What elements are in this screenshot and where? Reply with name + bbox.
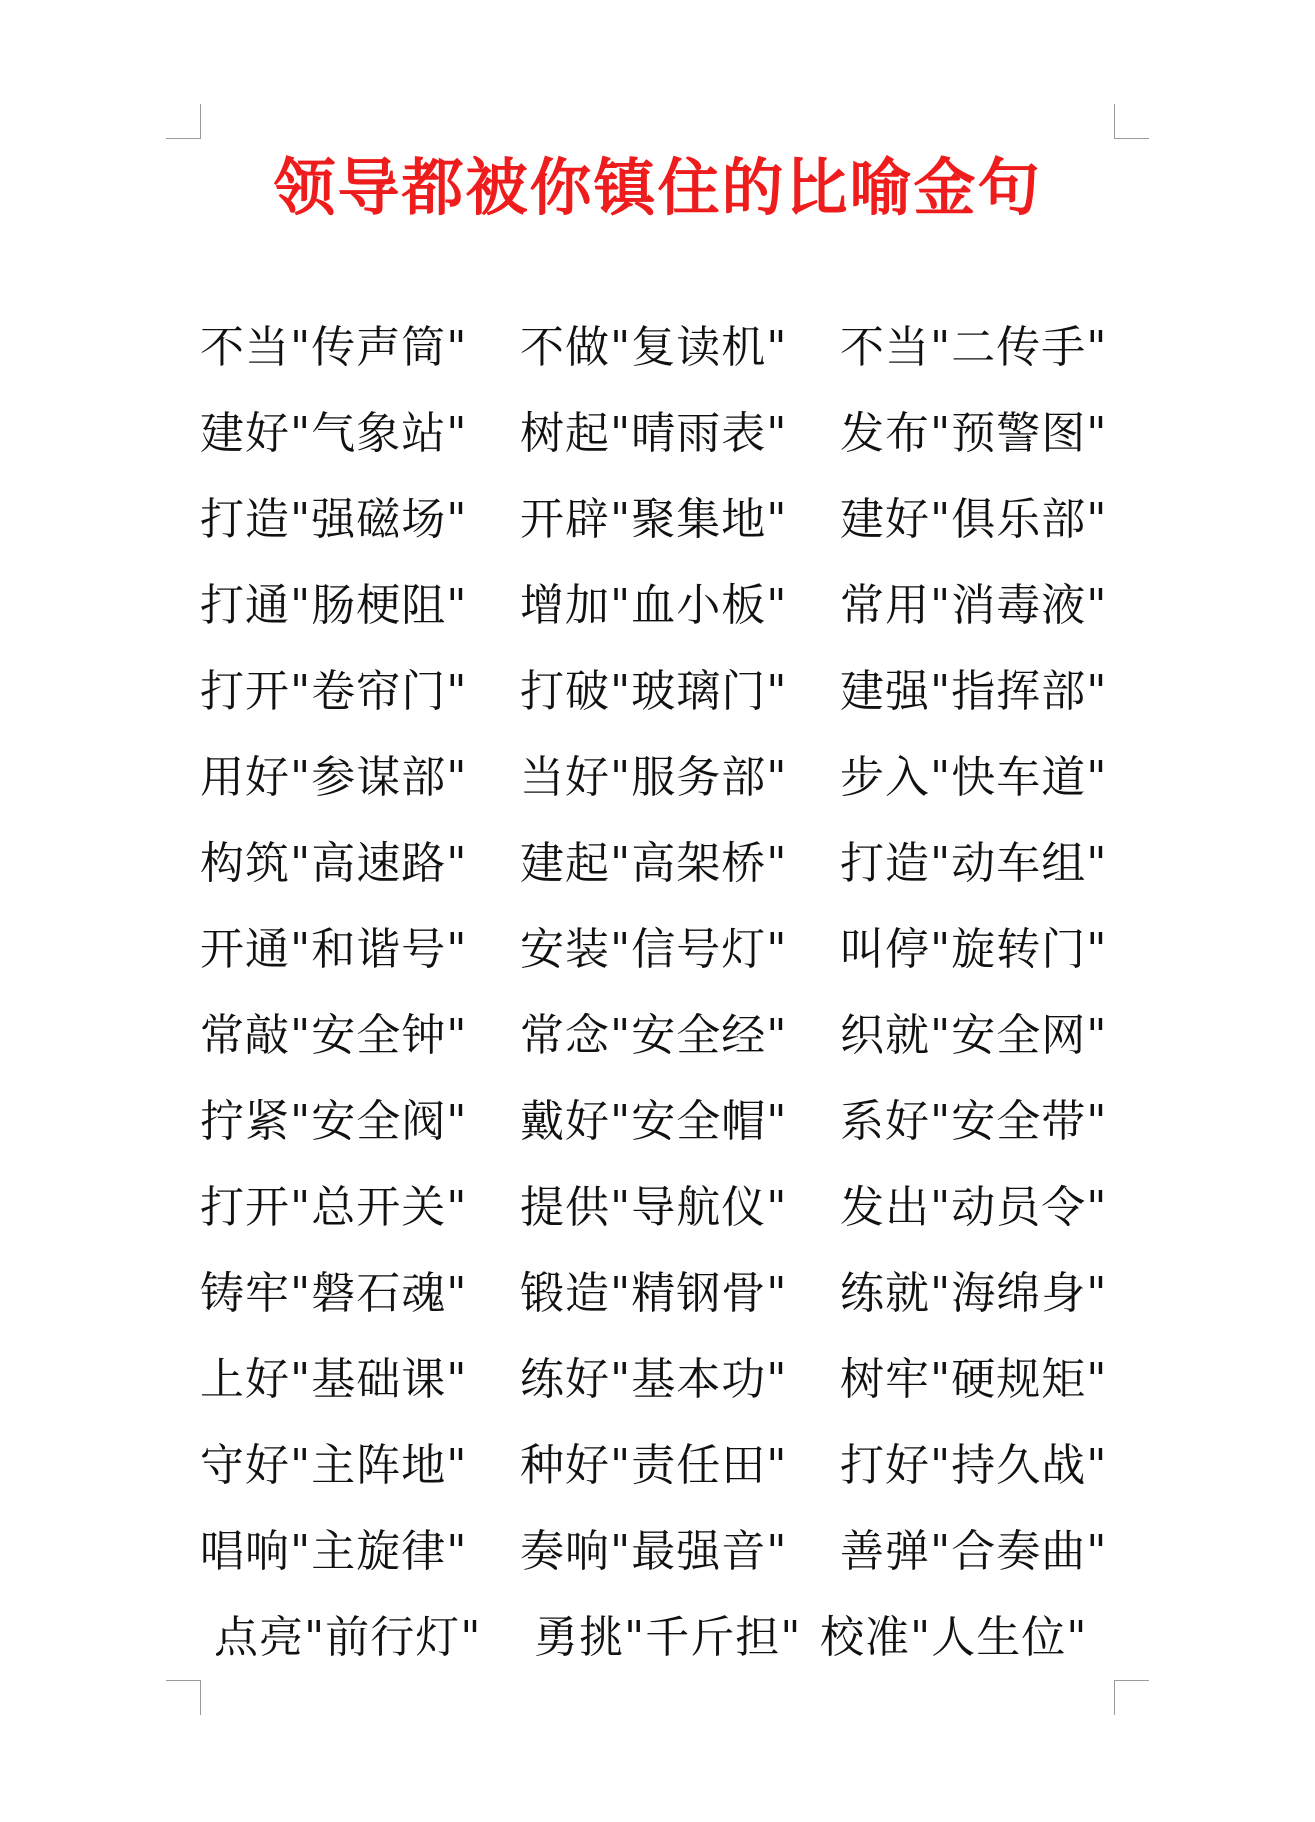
phrase: 用好"参谋部"	[200, 752, 468, 803]
phrase-row	[200, 1251, 1120, 1337]
phrase: 建好"气象站"	[200, 408, 468, 459]
phrase: 善弹"合奏曲"	[840, 1526, 1108, 1577]
phrase: 上好"基础课"	[200, 1354, 468, 1405]
phrase-row	[200, 305, 1120, 391]
phrase: 练好"基本功"	[520, 1354, 788, 1405]
phrase: 锻造"精钢骨"	[520, 1268, 788, 1319]
document-title: 领导都被你镇住的比喻金句	[273, 151, 1042, 224]
phrase-row	[200, 391, 1120, 477]
phrase-row	[200, 907, 1120, 993]
phrase-grid	[200, 305, 1120, 1681]
phrase: 唱响"主旋律"	[200, 1526, 468, 1577]
phrase: 点亮"前行灯"	[214, 1612, 482, 1663]
crop-mark-top-right	[1114, 104, 1149, 139]
crop-mark-bottom-right	[1114, 1680, 1149, 1715]
phrase: 树牢"硬规矩"	[840, 1354, 1108, 1405]
phrase-row	[200, 563, 1120, 649]
phrase: 构筑"高速路"	[200, 838, 468, 889]
phrase: 拧紧"安全阀"	[200, 1096, 468, 1147]
phrase: 建起"高架桥"	[520, 838, 788, 889]
phrase: 安装"信号灯"	[520, 924, 788, 975]
phrase: 不当"二传手"	[840, 322, 1108, 373]
phrase: 种好"责任田"	[520, 1440, 788, 1491]
phrase: 戴好"安全帽"	[520, 1096, 788, 1147]
phrase: 校准"人生位"	[820, 1612, 1088, 1663]
phrase: 打造"动车组"	[840, 838, 1108, 889]
phrase: 不做"复读机"	[520, 322, 788, 373]
phrase: 提供"导航仪"	[520, 1182, 788, 1233]
phrase-row	[200, 1595, 1120, 1681]
phrase: 发布"预警图"	[840, 408, 1108, 459]
phrase-row	[200, 1423, 1120, 1509]
phrase: 当好"服务部"	[520, 752, 788, 803]
phrase: 开辟"聚集地"	[520, 494, 788, 545]
phrase: 步入"快车道"	[840, 752, 1108, 803]
phrase: 叫停"旋转门"	[840, 924, 1108, 975]
phrase: 不当"传声筒"	[200, 322, 468, 373]
phrase: 增加"血小板"	[520, 580, 788, 631]
crop-mark-top-left	[166, 104, 201, 139]
phrase-row	[200, 821, 1120, 907]
phrase: 发出"动员令"	[840, 1182, 1108, 1233]
phrase: 勇挑"千斤担"	[534, 1612, 802, 1663]
phrase-row	[200, 735, 1120, 821]
phrase: 开通"和谐号"	[200, 924, 468, 975]
crop-mark-bottom-left	[166, 1680, 201, 1715]
phrase: 系好"安全带"	[840, 1096, 1108, 1147]
phrase: 常敲"安全钟"	[200, 1010, 468, 1061]
phrase-row	[200, 1337, 1120, 1423]
phrase-row	[200, 993, 1120, 1079]
phrase: 铸牢"磐石魂"	[200, 1268, 468, 1319]
phrase: 守好"主阵地"	[200, 1440, 468, 1491]
phrase: 打好"持久战"	[840, 1440, 1108, 1491]
phrase: 常念"安全经"	[520, 1010, 788, 1061]
phrase-row	[200, 649, 1120, 735]
phrase: 练就"海绵身"	[840, 1268, 1108, 1319]
phrase: 打开"卷帘门"	[200, 666, 468, 717]
phrase: 奏响"最强音"	[520, 1526, 788, 1577]
phrase-row	[200, 477, 1120, 563]
phrase: 常用"消毒液"	[840, 580, 1108, 631]
phrase-row	[200, 1509, 1120, 1595]
phrase-row	[200, 1079, 1120, 1165]
phrase: 打造"强磁场"	[200, 494, 468, 545]
phrase: 织就"安全网"	[840, 1010, 1108, 1061]
phrase: 建好"俱乐部"	[840, 494, 1108, 545]
phrase: 建强"指挥部"	[840, 666, 1108, 717]
phrase: 树起"晴雨表"	[520, 408, 788, 459]
phrase: 打破"玻璃门"	[520, 666, 788, 717]
phrase: 打开"总开关"	[200, 1182, 468, 1233]
phrase: 打通"肠梗阻"	[200, 580, 468, 631]
phrase-row	[200, 1165, 1120, 1251]
